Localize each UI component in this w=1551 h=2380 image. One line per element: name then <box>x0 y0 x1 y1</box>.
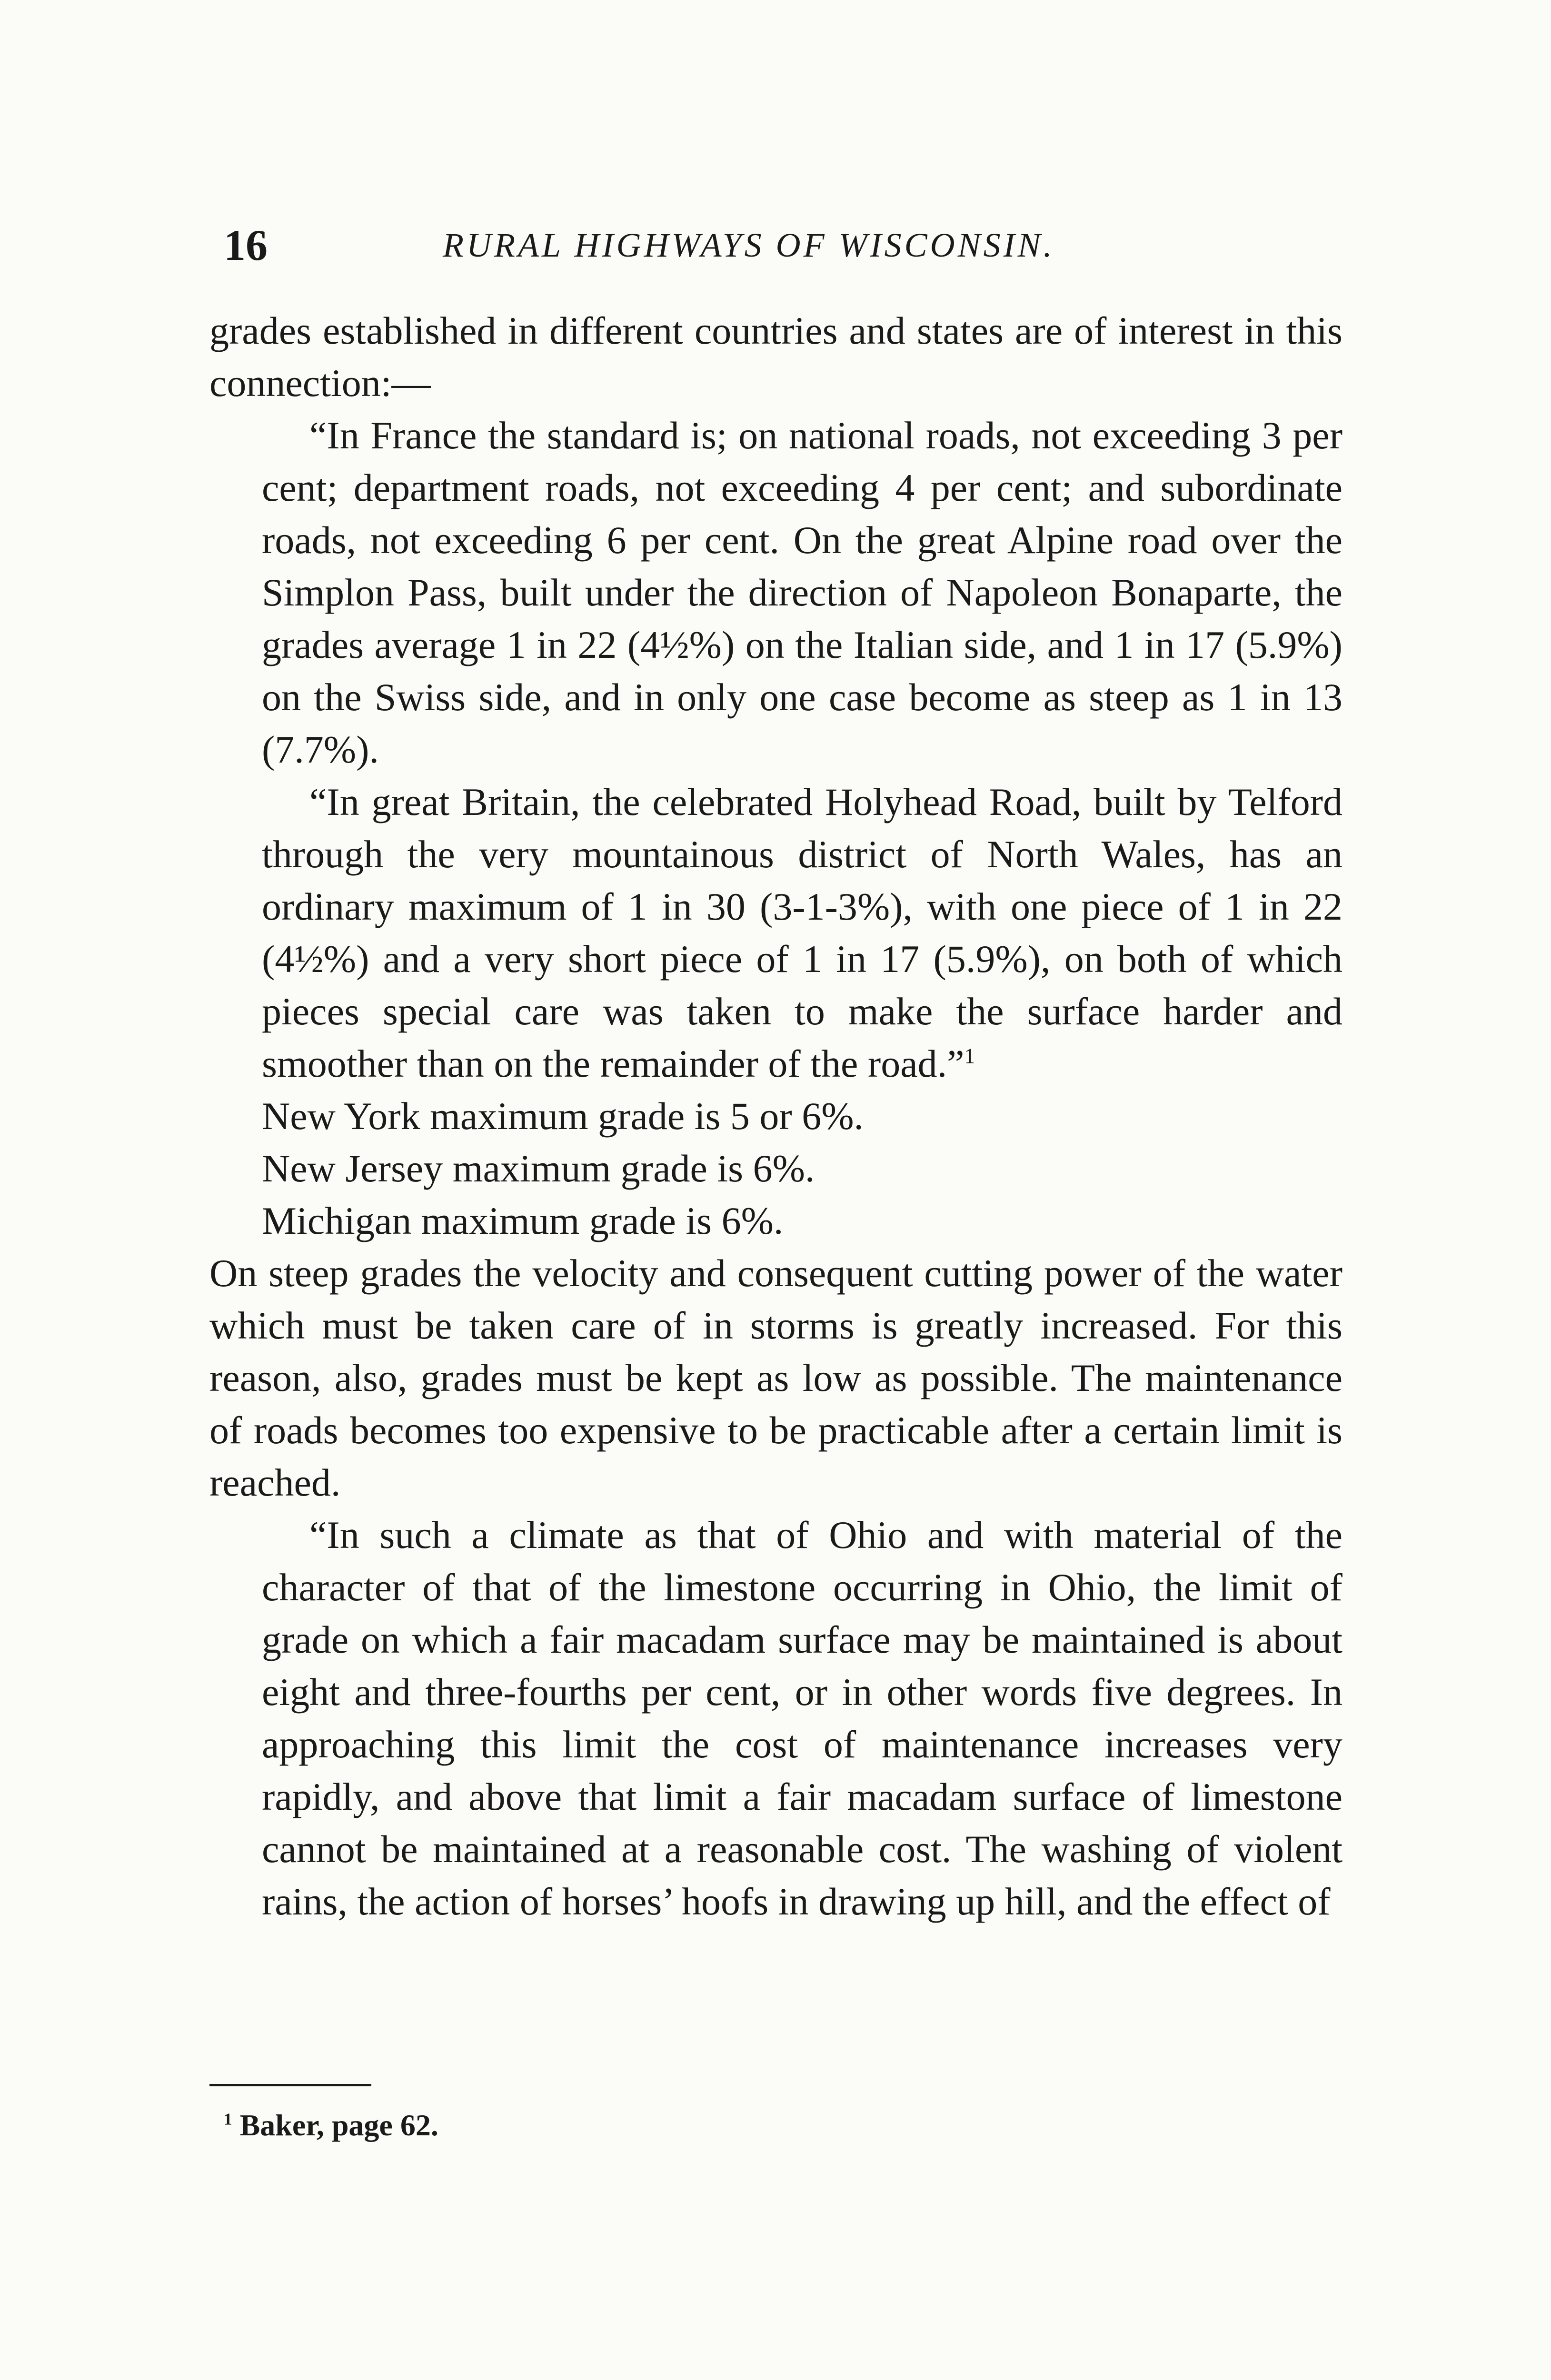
quotation-block <box>262 409 1342 1247</box>
michigan-line: Michigan maximum grade is 6%. <box>262 1199 784 1242</box>
quote-britain <box>262 776 1342 1090</box>
footnote <box>224 2104 1176 2147</box>
new-york-line: New York maximum grade is 5 or 6%. <box>262 1094 864 1138</box>
running-head <box>224 217 1342 274</box>
quote-ohio: “In such a climate as that of Ohio and with material of the character of that of the limestone occurring in Ohio, the limit of grade on which a fair macadam surface may be maintained is about eight and three-fourths per cent, or in other words five degrees. In approaching this limit the cost of maintenance increases very rapidly, and above that limit a fair macadam surface of limestone cannot be maintained at a reasonable cost. The washing of violent rains, the action of horses’ hoofs in drawing up hill, and the effect of <box>262 1513 1342 1923</box>
ohio-quotation-block <box>262 1509 1342 1928</box>
footnote-reference: 1 <box>964 1044 975 1068</box>
intro-paragraph: grades established in different countries and states are of interest in this connection:— <box>209 309 1342 405</box>
quote-france: “In France the standard is; on national roads, not exceeding 3 per cent; department roads, not exceeding 4 per cent; and subordinate roads, not exceeding 6 per cent. On the great Alpine road over the Simplon Pass, built under the direction of Napoleon Bonaparte, the grades average 1 in 22 (4½%) on the Italian side, and 1 in 17 (5.9%) on the Swiss side, and in only one case become as steep as 1 in 13 (7.7%). <box>262 414 1342 771</box>
new-jersey-line: New Jersey maximum grade is 6%. <box>262 1147 815 1190</box>
page-number: 16 <box>224 221 268 269</box>
body-text <box>209 305 1342 1928</box>
footnote-rule <box>209 2084 371 2086</box>
footnote-text: Baker, page 62. <box>239 2108 438 2142</box>
quote-britain-text: “In great Britain, the celebrated Holyhead Road, built by Telford through the very mountainous district of North Wales, has an ordinary maximum of 1 in 30 (3-1-3%), with one piece of 1 in 22 (4½%) and a very short piece of 1 in 17 (5.9%), on both of which pieces special care was taken to make the surface harder and smoother than on the remainder of the road.” <box>262 780 1342 1085</box>
footnote-marker: 1 <box>224 2110 232 2129</box>
steep-grades-paragraph: On steep grades the velocity and consequent cutting power of the water which must be taken care of in storms is greatly increased. For this reason, also, grades must be kept as low as possible. The maintenance of roads becomes too expensive to be practicable after a certain limit is reached. <box>209 1251 1342 1504</box>
running-title: RURAL HIGHWAYS OF WISCONSIN. <box>443 226 1055 264</box>
